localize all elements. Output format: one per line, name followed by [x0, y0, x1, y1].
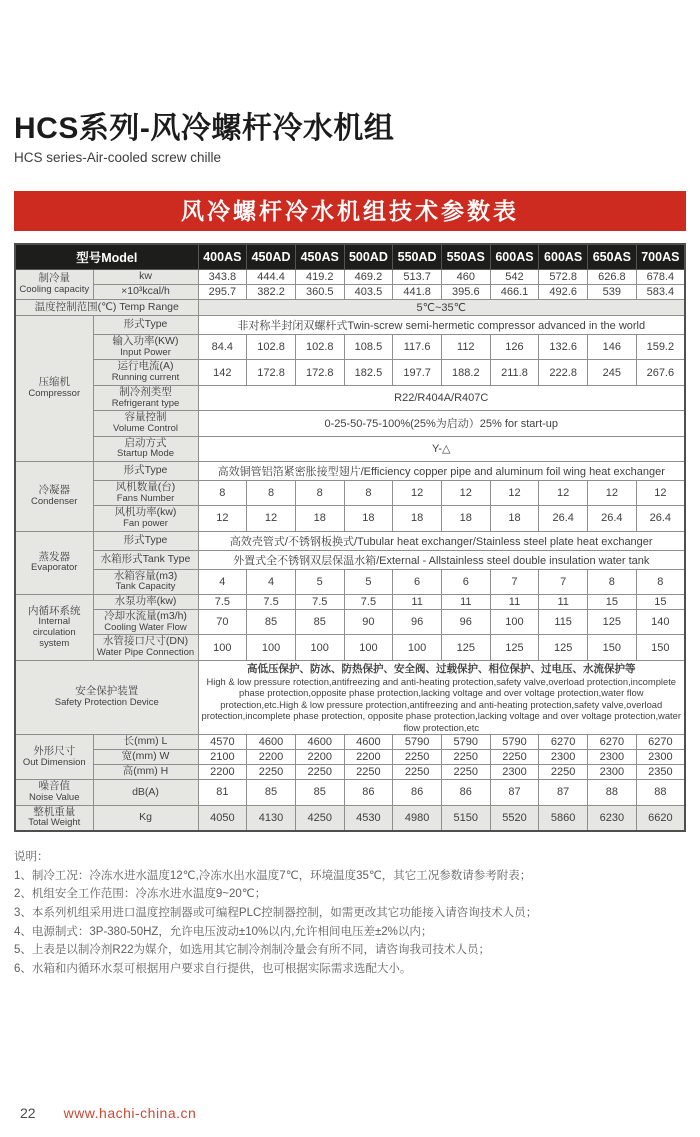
value-cell: 87 [539, 780, 588, 805]
row-label-zh: 形式Type [123, 318, 168, 331]
value-cell: 6270 [588, 735, 637, 750]
value-cell: 100 [198, 635, 247, 660]
category-cell [15, 300, 198, 316]
value-cell: 197.7 [393, 360, 442, 385]
value-cell: 18 [393, 506, 442, 531]
value-cell: 2300 [490, 765, 539, 780]
row-label-en: Cooling Water Flow [104, 621, 187, 633]
row-label-en: Refrigerant type [111, 397, 180, 409]
value-cell: 4250 [295, 805, 344, 831]
value-cell: 12 [441, 480, 490, 505]
row-label-zh: ×10³kcal/h [121, 285, 170, 298]
value-cell: 4130 [247, 805, 296, 831]
category-cell [15, 595, 93, 661]
spec-table [14, 243, 686, 832]
row-label-en: Fans Number [116, 492, 175, 504]
value-cell: 87 [490, 780, 539, 805]
category-zh: 整机重量 [33, 805, 76, 818]
value-cell: 18 [295, 506, 344, 531]
value-cell: 542 [490, 270, 539, 285]
row-label-en: Tank Capacity [115, 581, 176, 593]
value-cell: 81 [198, 780, 247, 805]
row-label-zh: 水泵功率(kw) [114, 595, 177, 608]
value-cell: 2300 [588, 765, 637, 780]
value-cell: 159.2 [636, 335, 685, 360]
value-cell: 419.2 [295, 270, 344, 285]
row-label-cell [93, 569, 198, 594]
value-cell: 2200 [295, 750, 344, 765]
value-cell: 18 [441, 506, 490, 531]
value-cell: 11 [393, 595, 442, 610]
value-cell: 125 [490, 635, 539, 660]
row-label-zh: 形式Type [123, 533, 168, 546]
value-cell: 142 [198, 360, 247, 385]
value-cell: 11 [441, 595, 490, 610]
span-value-cell: 高效壳管式/不锈钢板换式/Tubular heat exchanger/Stainless steel plate heat exchanger [198, 531, 685, 550]
row-label-cell [93, 765, 198, 780]
value-cell: 182.5 [344, 360, 393, 385]
value-cell: 6270 [539, 735, 588, 750]
website-link[interactable]: www.hachi-china.cn [63, 1105, 197, 1121]
value-cell: 15 [588, 595, 637, 610]
model-header-cell: 600AS [539, 244, 588, 270]
value-cell: 2250 [490, 750, 539, 765]
value-cell: 211.8 [490, 360, 539, 385]
value-cell: 2250 [393, 750, 442, 765]
section-banner: 风冷螺杆冷水机组技术参数表 [14, 191, 686, 231]
value-cell: 2250 [344, 765, 393, 780]
value-cell: 6 [441, 569, 490, 594]
value-cell: 112 [441, 335, 490, 360]
value-cell: 5790 [441, 735, 490, 750]
model-header-cell: 550AS [441, 244, 490, 270]
value-cell: 343.8 [198, 270, 247, 285]
category-cell [15, 531, 93, 594]
value-cell: 85 [247, 610, 296, 635]
row-label-cell [93, 436, 198, 461]
value-cell: 466.1 [490, 285, 539, 300]
value-cell: 5150 [441, 805, 490, 831]
category-zh: 温度控制范围(℃) Temp Range [34, 300, 179, 313]
row-label-zh: 宽(mm) W [121, 750, 170, 763]
value-cell: 86 [393, 780, 442, 805]
value-cell: 100 [393, 635, 442, 660]
model-header-cell: 400AS [198, 244, 247, 270]
row-label-cell [93, 805, 198, 831]
value-cell: 26.4 [539, 506, 588, 531]
value-cell: 6620 [636, 805, 685, 831]
value-cell: 2100 [198, 750, 247, 765]
value-cell: 5520 [490, 805, 539, 831]
value-cell: 70 [198, 610, 247, 635]
span-value-cell: 5℃~35℃ [198, 300, 685, 316]
table-row [15, 411, 685, 436]
note-item: 1、制冷工况：冷冻水进水温度12℃,冷冻水出水温度7℃，环境温度35℃，其它工况参数请参考附表； [14, 869, 532, 882]
span-value-cell [198, 660, 685, 735]
value-cell: 172.8 [247, 360, 296, 385]
row-label-en: Input Power [120, 346, 171, 358]
value-cell: 5 [295, 569, 344, 594]
row-label-zh: 水箱容量(m3) [113, 569, 178, 582]
value-cell: 117.6 [393, 335, 442, 360]
row-label-zh: 水管接口尺寸(DN) [102, 635, 189, 648]
value-cell: 2250 [441, 765, 490, 780]
value-cell: 4530 [344, 805, 393, 831]
value-cell: 4 [198, 569, 247, 594]
value-cell: 100 [295, 635, 344, 660]
value-cell: 8 [295, 480, 344, 505]
value-cell: 6 [393, 569, 442, 594]
value-cell: 4600 [295, 735, 344, 750]
table-row [15, 300, 685, 316]
value-cell: 108.5 [344, 335, 393, 360]
category-en: Out Dimension [22, 756, 86, 768]
model-header-cell: 650AS [588, 244, 637, 270]
row-label-cell [93, 735, 198, 750]
row-label-en: Water Pipe Connection [96, 647, 195, 659]
value-cell: 12 [393, 480, 442, 505]
value-cell: 7 [539, 569, 588, 594]
note-item: 5、上表是以制冷剂R22为媒介，如选用其它制冷剂制冷量会有所不同，请咨询我司技术人员； [14, 944, 490, 957]
value-cell: 18 [344, 506, 393, 531]
note-item: 3、本系列机组采用进口温度控制器或可编程PLC控制器控制，如需更改其它功能接入请咨询技术人员； [14, 906, 538, 919]
row-label-cell [93, 635, 198, 660]
value-cell: 4050 [198, 805, 247, 831]
value-cell: 4980 [393, 805, 442, 831]
model-header-cell: 600AS [490, 244, 539, 270]
model-header-cell: 450AS [295, 244, 344, 270]
value-cell: 6270 [636, 735, 685, 750]
note-item: 4、电源制式：3P-380-50HZ，允许电压波动±10%以内,允许相间电压差±2%以内； [14, 925, 433, 938]
value-cell: 96 [441, 610, 490, 635]
value-cell: 2300 [636, 750, 685, 765]
value-cell: 444.4 [247, 270, 296, 285]
value-cell: 626.8 [588, 270, 637, 285]
value-cell: 125 [539, 635, 588, 660]
value-cell: 403.5 [344, 285, 393, 300]
value-cell: 2200 [198, 765, 247, 780]
value-cell: 26.4 [636, 506, 685, 531]
value-cell: 5860 [539, 805, 588, 831]
table-row [15, 461, 685, 480]
category-en: Total Weight [28, 817, 81, 829]
model-header-label: 型号Model [15, 244, 198, 270]
value-cell: 7.5 [295, 595, 344, 610]
value-cell: 12 [588, 480, 637, 505]
value-cell: 5 [344, 569, 393, 594]
page-subtitle: HCS series-Air-cooled screw chille [14, 150, 222, 165]
value-cell: 85 [295, 780, 344, 805]
value-cell: 267.6 [636, 360, 685, 385]
value-cell: 115 [539, 610, 588, 635]
value-cell: 2250 [295, 765, 344, 780]
span-value-cell: 非对称半封闭双螺杆式Twin-screw semi-hermetic compressor advanced in the world [198, 316, 685, 335]
table-row [15, 270, 685, 285]
value-cell: 146 [588, 335, 637, 360]
value-cell: 4570 [198, 735, 247, 750]
row-label-zh: 运行电流(A) [117, 360, 174, 373]
row-label-en: Startup Mode [116, 448, 175, 460]
note-item: 2、机组安全工作范围：冷冻水进水温度9~20℃； [14, 888, 267, 901]
value-cell: 539 [588, 285, 637, 300]
value-cell: 360.5 [295, 285, 344, 300]
row-label-cell [93, 506, 198, 531]
spec-table-head [15, 244, 685, 270]
row-label-zh: 形式Type [123, 464, 168, 476]
notes-title: 说明： [14, 851, 49, 864]
value-cell: 8 [247, 480, 296, 505]
value-cell: 441.8 [393, 285, 442, 300]
value-cell: 11 [490, 595, 539, 610]
category-zh: 蒸发器 [38, 550, 70, 563]
table-row [15, 531, 685, 550]
value-cell: 6230 [588, 805, 637, 831]
safety-text-en: High & low pressure rotection,antifreezing and anti-heating protection,safety valve,overload protection,incomplete phase protection,opposite phase protection,lacking voltage and over voltage protection,water flow protection,etc.High & low pressure protection,antifreezing and anti-heating protection,safety valve,overload protection,incomplete phase protection, opposite phase protection,lacking voltage and over voltage protection,water flow protection,etc [201, 675, 681, 733]
notes-block [14, 848, 686, 978]
category-en: Compressor [28, 388, 81, 399]
row-label-zh: 风机数量(台) [115, 480, 176, 493]
table-row [15, 285, 685, 300]
value-cell: 86 [441, 780, 490, 805]
value-cell: 8 [198, 480, 247, 505]
value-cell: 85 [295, 610, 344, 635]
model-header-cell: 700AS [636, 244, 685, 270]
value-cell: 2200 [247, 750, 296, 765]
value-cell: 678.4 [636, 270, 685, 285]
row-label-en: Running current [111, 372, 180, 384]
catalog-page [0, 112, 700, 978]
row-label-zh: 启动方式 [124, 436, 167, 449]
value-cell: 96 [393, 610, 442, 635]
value-cell: 7.5 [247, 595, 296, 610]
row-label-cell [93, 595, 198, 610]
value-cell: 7.5 [198, 595, 247, 610]
value-cell: 85 [247, 780, 296, 805]
row-label-en: Fan power [123, 518, 168, 529]
value-cell: 2300 [539, 750, 588, 765]
model-header-row [15, 244, 685, 270]
value-cell: 26.4 [588, 506, 637, 531]
model-header-cell: 550AD [393, 244, 442, 270]
table-row [15, 750, 685, 765]
category-zh: 安全保护装置 [75, 685, 139, 698]
page-footer [20, 1105, 196, 1121]
value-cell: 492.6 [539, 285, 588, 300]
table-row [15, 735, 685, 750]
value-cell: 126 [490, 335, 539, 360]
value-cell: 102.8 [295, 335, 344, 360]
row-label-en: Volume Control [113, 422, 178, 434]
table-row [15, 595, 685, 610]
row-label-cell [93, 335, 198, 360]
value-cell: 583.4 [636, 285, 685, 300]
category-zh: 压缩机 [38, 376, 70, 389]
value-cell: 513.7 [393, 270, 442, 285]
category-cell [15, 316, 93, 462]
category-en: Evaporator [31, 562, 78, 574]
row-label-zh: 长(mm) L [123, 735, 168, 748]
row-label-cell [93, 461, 198, 480]
value-cell: 2250 [247, 765, 296, 780]
category-zh: 内循环系统 [28, 604, 81, 617]
table-row [15, 360, 685, 385]
row-label-zh: 高(mm) H [122, 765, 169, 778]
safety-text-zh: 高低压保护、防冰、防热保护、安全阀、过载保护、相位保护、过电压、水流保护等 [247, 662, 636, 675]
span-value-cell: 外置式全不锈钢双层保温水箱/External - Allstainless steel double insulation water tank [198, 550, 685, 569]
row-label-zh: kw [139, 270, 152, 283]
value-cell: 469.2 [344, 270, 393, 285]
value-cell: 125 [441, 635, 490, 660]
value-cell: 84.4 [198, 335, 247, 360]
model-header-cell: 500AD [344, 244, 393, 270]
value-cell: 2250 [393, 765, 442, 780]
value-cell: 4600 [247, 735, 296, 750]
table-row [15, 436, 685, 461]
row-label-zh: 水箱形式Tank Type [100, 552, 191, 565]
row-label-cell [93, 550, 198, 569]
table-row [15, 506, 685, 531]
span-value-cell: Y-△ [198, 436, 685, 461]
note-item: 6、水箱和内循环水泵可根据用户要求自行提供，也可根据实际需求选配大小。 [14, 962, 412, 975]
value-cell: 460 [441, 270, 490, 285]
value-cell: 7.5 [344, 595, 393, 610]
category-zh: 冷凝器 [38, 484, 70, 497]
spec-table-body [15, 270, 685, 832]
row-label-zh: 风机功率(kw) [114, 506, 177, 519]
row-label-zh: 输入功率(KW) [112, 335, 179, 347]
span-value-cell: 高效铜管铝箔紧密胀接型翅片/Efficiency copper pipe and aluminum foil wing heat exchanger [198, 461, 685, 480]
span-value-cell: R22/R404A/R407C [198, 385, 685, 410]
value-cell: 7 [490, 569, 539, 594]
value-cell: 88 [588, 780, 637, 805]
page-number: 22 [20, 1105, 36, 1121]
value-cell: 8 [344, 480, 393, 505]
value-cell: 572.8 [539, 270, 588, 285]
table-row [15, 805, 685, 831]
value-cell: 12 [636, 480, 685, 505]
table-row [15, 480, 685, 505]
row-label-zh: 冷却水流量(m3/h) [104, 610, 187, 622]
value-cell: 8 [636, 569, 685, 594]
row-label-cell [93, 610, 198, 635]
value-cell: 100 [490, 610, 539, 635]
value-cell: 188.2 [441, 360, 490, 385]
table-row [15, 780, 685, 805]
value-cell: 395.6 [441, 285, 490, 300]
category-en: Cooling capacity [19, 284, 90, 296]
row-label-cell [93, 480, 198, 505]
value-cell: 2350 [636, 765, 685, 780]
value-cell: 18 [490, 506, 539, 531]
row-label-cell [93, 411, 198, 436]
value-cell: 295.7 [198, 285, 247, 300]
value-cell: 5790 [490, 735, 539, 750]
value-cell: 150 [636, 635, 685, 660]
value-cell: 2250 [441, 750, 490, 765]
table-row [15, 569, 685, 594]
table-row [15, 385, 685, 410]
row-label-cell [93, 750, 198, 765]
table-row [15, 335, 685, 360]
page-title: HCS系列-风冷螺杆冷水机组 [14, 112, 395, 145]
row-label-zh: dB(A) [132, 785, 159, 798]
row-label-cell [93, 285, 198, 300]
value-cell: 150 [588, 635, 637, 660]
value-cell: 172.8 [295, 360, 344, 385]
value-cell: 2250 [539, 765, 588, 780]
value-cell: 88 [636, 780, 685, 805]
model-header-cell: 450AD [247, 244, 296, 270]
value-cell: 12 [539, 480, 588, 505]
value-cell: 8 [588, 569, 637, 594]
value-cell: 382.2 [247, 285, 296, 300]
value-cell: 90 [344, 610, 393, 635]
row-label-cell [93, 531, 198, 550]
row-label-cell [93, 780, 198, 805]
category-zh: 外形尺寸 [33, 745, 76, 758]
value-cell: 100 [247, 635, 296, 660]
category-en: Condenser [31, 495, 78, 507]
category-cell [15, 780, 93, 805]
table-row [15, 610, 685, 635]
category-en: Safety Protection Device [54, 697, 159, 709]
value-cell: 2300 [588, 750, 637, 765]
table-row [15, 635, 685, 660]
row-label-cell [93, 385, 198, 410]
row-label-cell [93, 360, 198, 385]
value-cell: 12 [198, 506, 247, 531]
row-label-cell [93, 270, 198, 285]
value-cell: 4 [247, 569, 296, 594]
value-cell: 5790 [393, 735, 442, 750]
value-cell: 100 [344, 635, 393, 660]
value-cell: 12 [490, 480, 539, 505]
value-cell: 140 [636, 610, 685, 635]
span-value-cell: 0-25-50-75-100%(25%为启动）25% for start-up [198, 411, 685, 436]
table-row [15, 550, 685, 569]
value-cell: 222.8 [539, 360, 588, 385]
value-cell: 245 [588, 360, 637, 385]
value-cell: 11 [539, 595, 588, 610]
category-zh: 噪音值 [38, 780, 70, 793]
value-cell: 132.6 [539, 335, 588, 360]
value-cell: 125 [588, 610, 637, 635]
table-row [15, 765, 685, 780]
category-en: Internal circulation system [32, 616, 76, 649]
row-label-zh: 容量控制 [124, 411, 167, 424]
value-cell: 15 [636, 595, 685, 610]
value-cell: 2200 [344, 750, 393, 765]
category-zh: 制冷量 [38, 272, 70, 285]
value-cell: 102.8 [247, 335, 296, 360]
value-cell: 12 [247, 506, 296, 531]
table-row [15, 660, 685, 735]
row-label-zh: Kg [139, 810, 152, 823]
table-row [15, 316, 685, 335]
category-cell [15, 805, 93, 831]
row-label-cell [93, 316, 198, 335]
category-en: Noise Value [28, 792, 80, 804]
category-cell [15, 660, 198, 735]
category-cell [15, 735, 93, 780]
category-cell [15, 270, 93, 300]
row-label-zh: 制冷剂类型 [119, 385, 172, 398]
category-cell [15, 461, 93, 531]
value-cell: 4600 [344, 735, 393, 750]
value-cell: 86 [344, 780, 393, 805]
